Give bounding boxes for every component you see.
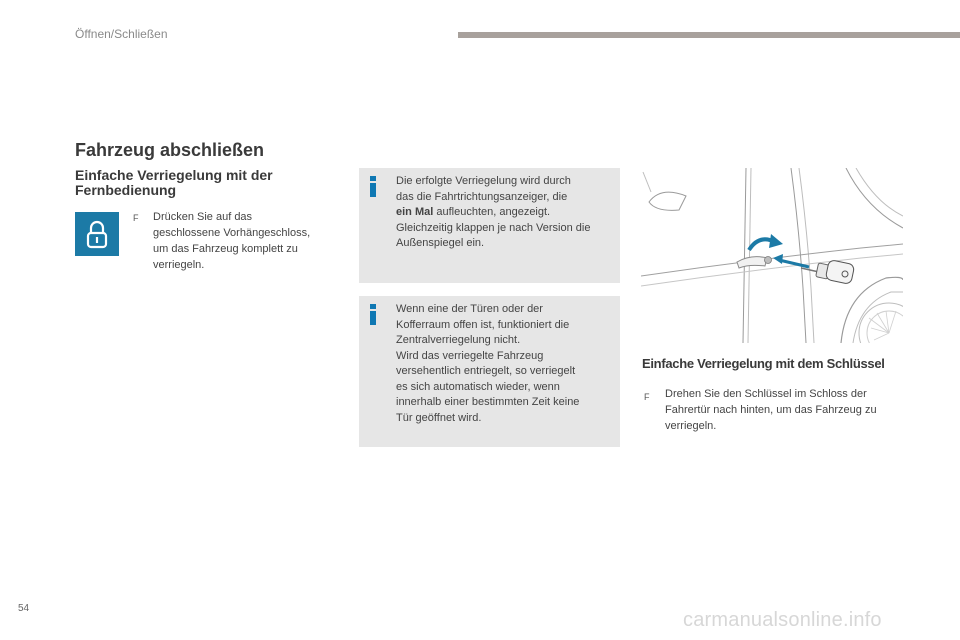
text-fragment: aufleuchten, angezeigt. (433, 206, 551, 218)
page-number: 54 (18, 603, 30, 614)
text-line: versehentlich entriegelt, so verriegelt (396, 365, 576, 377)
info-icon (370, 304, 376, 325)
info-box-lock-confirmation (359, 168, 620, 283)
text-line: geschlossene Vorhängeschloss, (153, 227, 311, 239)
text-line: Tür geöffnet wird. (396, 411, 482, 424)
padlock-icon (75, 212, 119, 256)
bullet-marker: F (133, 213, 139, 223)
text-line: Außenspiegel ein. (396, 237, 485, 249)
text-line: Gleichzeitig klappen je nach Version die (396, 221, 591, 234)
watermark: carmanualsonline.info (683, 609, 882, 631)
text-line: Wenn eine der Türen oder der (396, 303, 543, 315)
text-line: Die erfolgte Verriegelung wird durch (396, 175, 571, 187)
text-line: Drücken Sie auf das (153, 211, 253, 223)
section-title: Öffnen/Schließen (75, 27, 168, 41)
info-box-door-open (359, 296, 620, 447)
remote-section-title: Einfache Verriegelung mit der Fernbedienung (75, 167, 273, 198)
text-line: Zentralverriegelung nicht. (396, 334, 521, 346)
text-line: innerhalb einer bestimmten Zeit keine (396, 396, 580, 408)
car-door-key-illustration (641, 168, 903, 343)
text-line (396, 205, 621, 221)
bold-text: ein Mal (396, 206, 434, 218)
text-line: Fahrertür nach hinten, um das Fahrzeug zu (665, 404, 877, 416)
info-text (396, 302, 621, 426)
text-line: es sich automatisch wieder, wenn (396, 380, 560, 393)
text-line: verriegeln. (665, 420, 717, 432)
text-line: verriegeln. (153, 259, 205, 271)
text-line: das die Fahrtrichtungsanzeiger, die (396, 190, 568, 203)
info-icon (370, 176, 376, 197)
text-line: um das Fahrzeug komplett zu (153, 243, 298, 255)
bullet-marker: F (644, 392, 650, 402)
key-section-title: Einfache Verriegelung mit dem Schlüssel (642, 356, 885, 371)
page-title: Fahrzeug abschließen (75, 140, 265, 160)
header-bar (458, 32, 960, 38)
text-line: Kofferraum offen ist, funktioniert die (396, 318, 570, 331)
info-text (396, 174, 621, 252)
text-line: Drehen Sie den Schlüssel im Schloss der (665, 388, 867, 400)
text-line: Wird das verriegelte Fahrzeug (396, 349, 544, 362)
key-instructions (665, 386, 915, 434)
remote-instructions (153, 209, 343, 273)
